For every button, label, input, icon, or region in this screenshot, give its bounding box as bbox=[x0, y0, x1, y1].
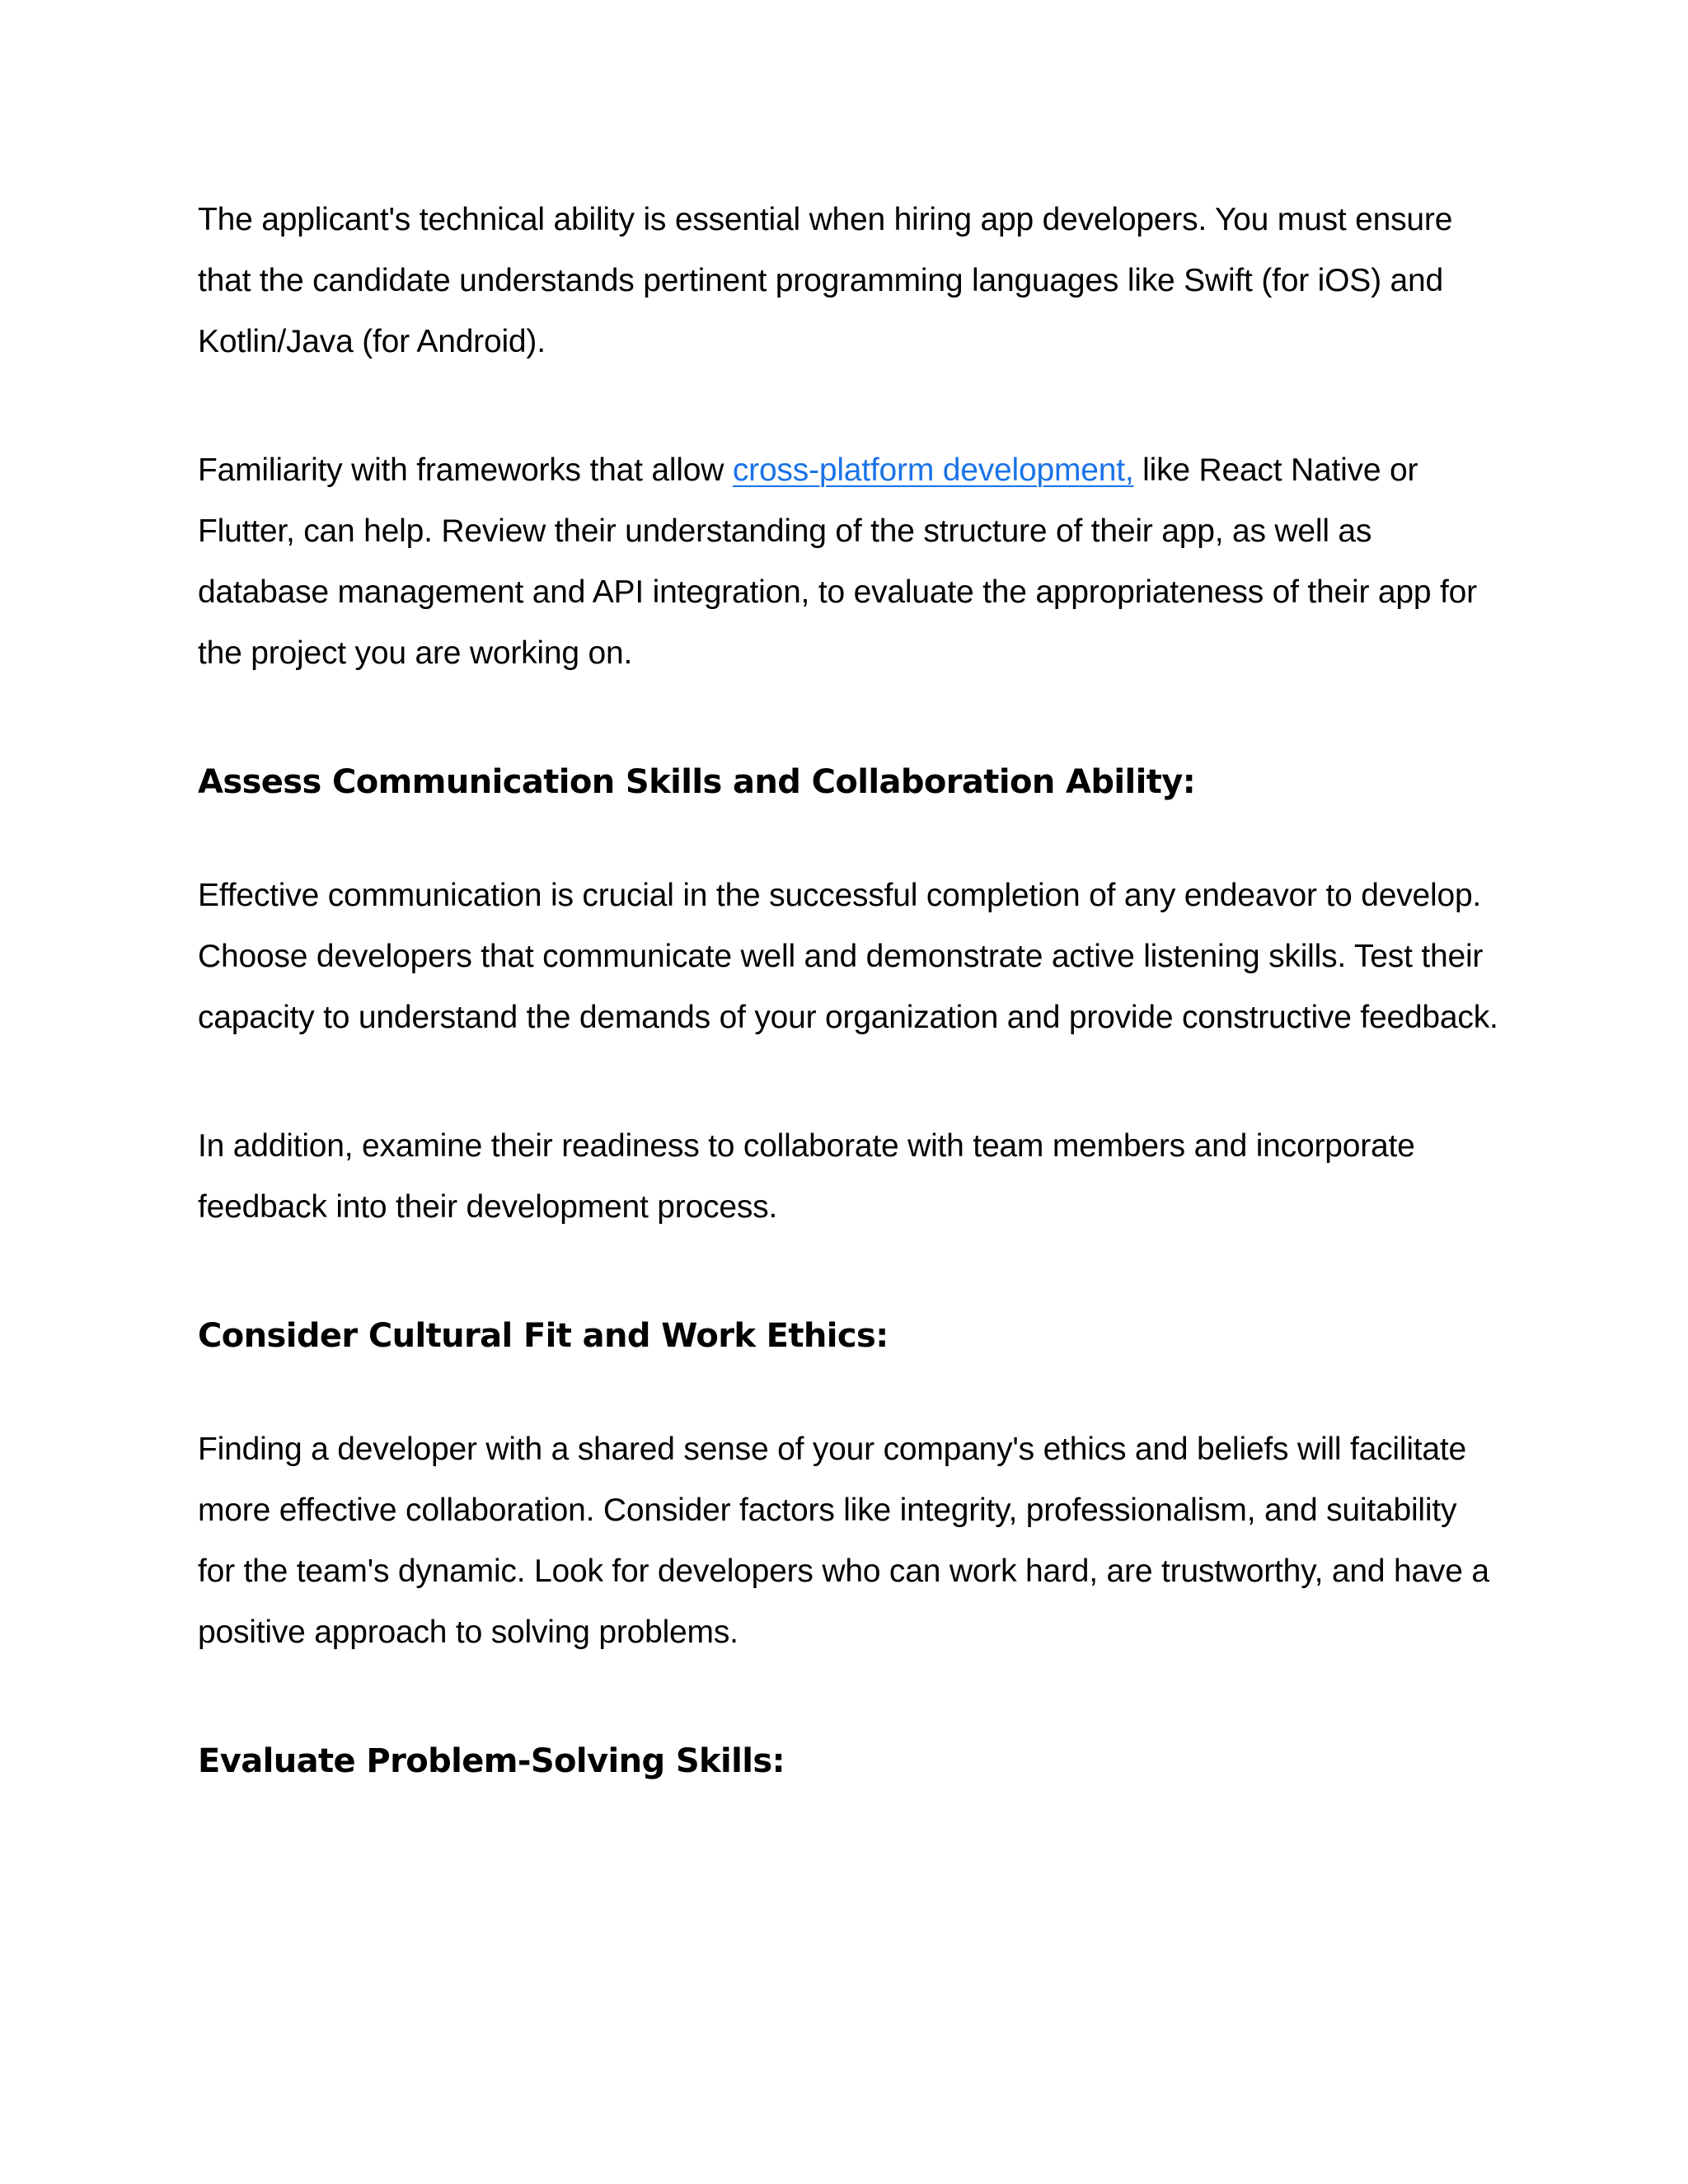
paragraph-frameworks-text-end: like React Native or Flutter, can help. Review their understanding of the structure of their app, as well as database management and API integration, to evaluate the appropriateness of their app for the project you are working on. bbox=[198, 452, 1477, 671]
heading-cultural-fit: Consider Cultural Fit and Work Ethics: bbox=[198, 1317, 889, 1355]
heading-communication-skills: Assess Communication Skills and Collaboration Ability: bbox=[198, 763, 1196, 801]
paragraph-collaboration: In addition, examine their readiness to collaborate with team members and incorporate feedback into their development process. bbox=[198, 1128, 1415, 1225]
paragraph-effective-communication: Effective communication is crucial in the successful completion of any endeavor to develop. Choose developers that communicate well and demonstrate active listening skills. Test their capacity to understand the demands of your organization and provide constructive feedback. bbox=[198, 878, 1498, 1035]
paragraph-technical-ability: The applicant's technical ability is essential when hiring app developers. You must ensure that the candidate understands pertinent programming languages like Swift (for iOS) and Kotlin/Java (for Android). bbox=[198, 202, 1453, 359]
paragraph-frameworks bbox=[198, 440, 1500, 684]
paragraph-cultural-fit: Finding a developer with a shared sense of your company's ethics and beliefs will facilitate more effective collaboration. Consider factors like integrity, professionalism, and suitability for the team's dynamic. Look for developers who can work hard, are trustworthy, and have a positive approach to solving problems. bbox=[198, 1432, 1489, 1650]
document-body bbox=[198, 190, 1500, 1792]
heading-problem-solving: Evaluate Problem-Solving Skills: bbox=[198, 1742, 785, 1780]
cross-platform-development-link[interactable]: cross-platform development, bbox=[732, 452, 1134, 488]
paragraph-frameworks-text-start: Familiarity with frameworks that allow bbox=[198, 452, 733, 488]
